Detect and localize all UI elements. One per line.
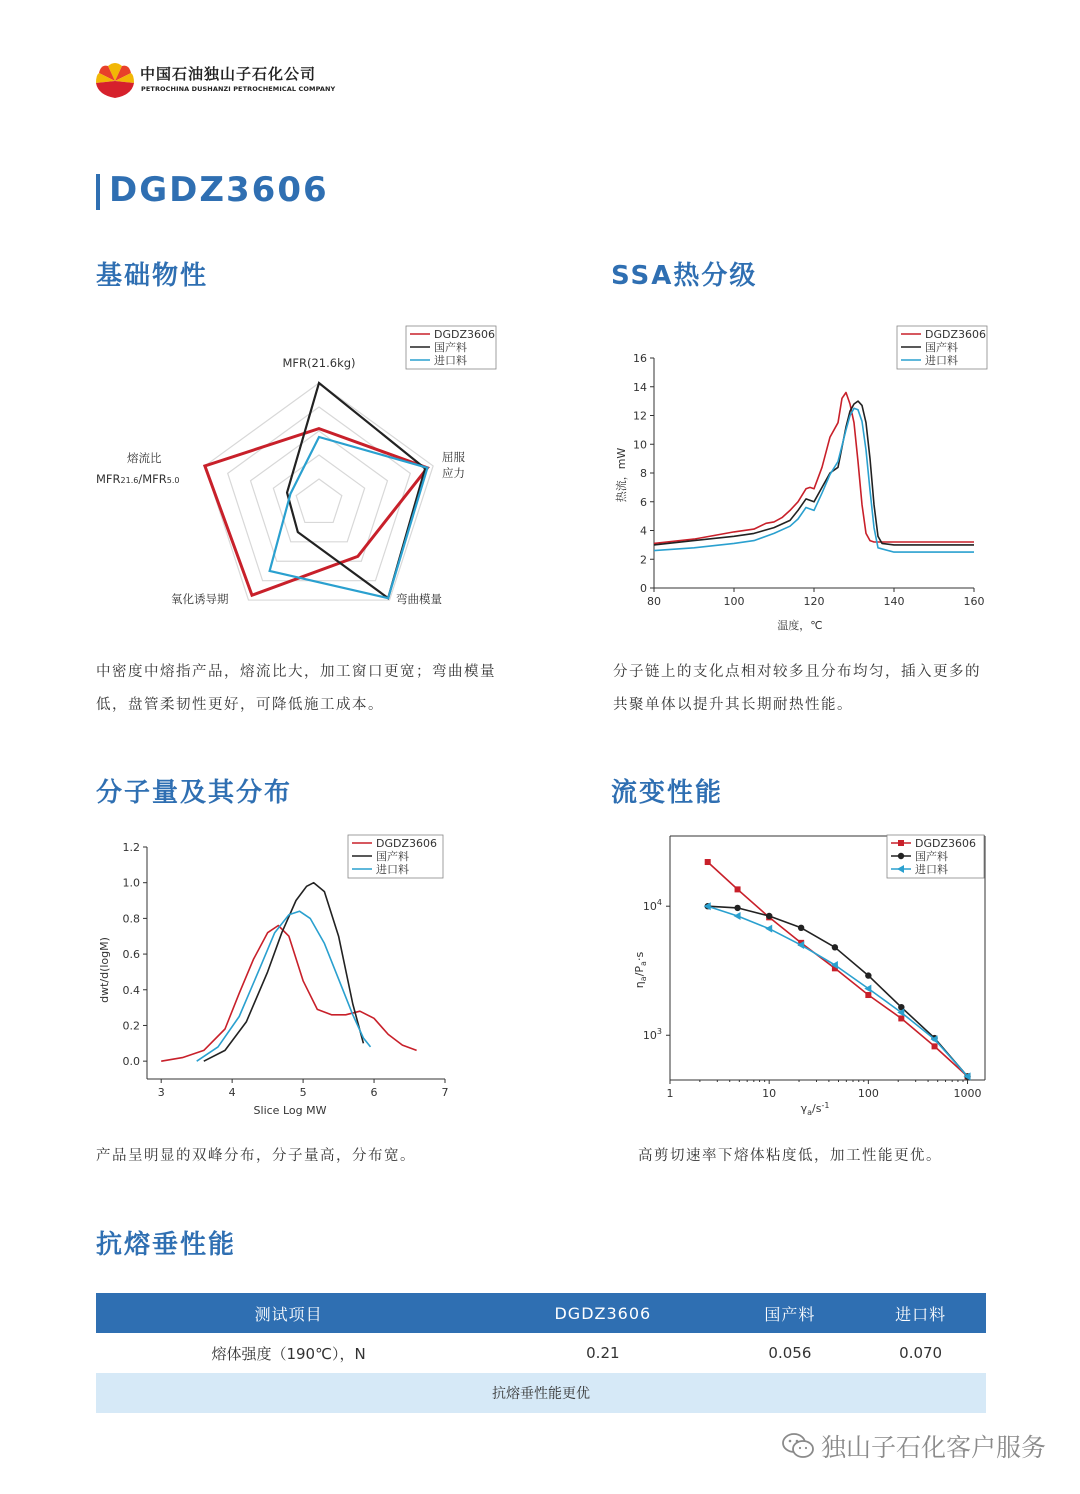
mw-y-tick-label: 1.0: [122, 876, 140, 890]
ssa-y-tick-label: 8: [640, 467, 647, 480]
ssa-chart: [600, 320, 1000, 640]
mw-y-tick-label: 0.4: [122, 983, 140, 997]
radar-axis-label-ratio-2: MFR21.6/MFR5.0: [96, 472, 180, 486]
ssa-y-tick-label: 14: [633, 380, 647, 394]
rheo-xlabel: $\gamma_a/s^{-1}$: [800, 1101, 830, 1117]
radar-legend-label: 国产料: [434, 341, 467, 354]
table-cell-import: 0.070: [899, 1344, 943, 1362]
table-header-import: 进口料: [855, 1293, 986, 1333]
radar-axis-label-flex: 弯曲模量: [396, 592, 442, 606]
mw-y-tick-label: 0.2: [122, 1019, 140, 1033]
mw-description: 产品呈明显的双峰分布，分子量高，分布宽。: [96, 1148, 416, 1164]
rheo-legend: [887, 835, 984, 878]
mw-y-tick-label: 0.8: [122, 912, 140, 926]
rheo-y-tick-label: $10^3$: [642, 1027, 662, 1043]
section-title-rheo: 流变性能: [611, 778, 724, 808]
radar-axis-label-oit: 氧化诱导期: [171, 592, 229, 606]
rheo-chart: [600, 830, 1000, 1130]
ssa-legend-label: DGDZ3606: [925, 328, 986, 341]
ssa-series-1: [654, 401, 974, 545]
wechat-watermark: [781, 1428, 1046, 1464]
radar-series-group: [205, 383, 428, 598]
ssa-y-tick-label: 2: [640, 553, 647, 567]
ssa-y-tick-label: 0: [640, 582, 647, 595]
rheo-point: [832, 944, 838, 950]
radar-axis-label-yield-2: 应力: [442, 466, 465, 480]
ssa-xlabel: 温度，℃: [777, 619, 823, 632]
ssa-x-tick-label: 160: [963, 595, 985, 608]
mw-legend-label: 进口料: [376, 863, 409, 876]
mw-y-tick-label: 1.2: [122, 841, 140, 854]
ssa-ylabel: 热流，mW: [615, 447, 628, 503]
basic-desc-line-1: 中密度中熔指产品，熔流比大，加工窗口更宽；弯曲模量: [96, 664, 496, 680]
ssa-description: [613, 656, 981, 722]
ssa-legend-label: 国产料: [925, 341, 958, 354]
rheo-x-tick-label: 10: [762, 1087, 777, 1100]
section-title-ssa: SSA热分级: [611, 261, 758, 291]
mw-series-1: [204, 883, 364, 1061]
mw-legend-label: 国产料: [376, 850, 409, 863]
page-title: DGDZ3606: [109, 170, 329, 210]
rheo-point: [798, 925, 804, 931]
basic-desc-line-2: 低，盘管柔韧性更好，可降低施工成本。: [96, 697, 384, 713]
watermark-text: 独山子石化客户服务: [820, 1433, 1046, 1462]
mw-xlabel: Slice Log MW: [253, 1104, 327, 1117]
ssa-y-tick-label: 10: [633, 438, 647, 452]
ssa-desc-line-1: 分子链上的支化点相对较多且分布均匀，插入更多的: [613, 664, 981, 680]
rheo-point: [734, 912, 741, 920]
company-name-en: PETROCHINA DUSHANZI PETROCHEMICAL COMPANY: [141, 85, 336, 93]
mw-series-0: [161, 926, 416, 1062]
rheo-description: 高剪切速率下熔体粘度低，加工性能更优。: [638, 1148, 942, 1164]
anti-sag-table: [96, 1293, 986, 1413]
table-note-row: [96, 1373, 986, 1413]
radar-legend: [406, 326, 496, 369]
ssa-y-tick-label: 16: [633, 352, 647, 365]
rheo-point: [705, 859, 711, 865]
radar-grid-ring: [273, 455, 364, 542]
rheo-x-tick-label: 1000: [953, 1087, 982, 1100]
radar-grid-ring: [296, 479, 342, 522]
rheo-legend-label: 国产料: [915, 850, 948, 863]
rheo-ylabel: $\eta_a/P_a\cdot s$: [633, 951, 648, 989]
radar-grid-ring: [205, 383, 433, 600]
radar-axis-label-mfr: MFR(21.6kg): [282, 356, 356, 370]
rheo-x-tick-label: 1: [666, 1087, 674, 1100]
radar-chart: [90, 320, 510, 620]
rheo-point: [734, 905, 740, 911]
mw-series-2: [197, 911, 371, 1061]
ssa-legend-label: 进口料: [925, 354, 958, 367]
rheo-legend-marker: [898, 853, 904, 859]
table-header-dgdz: DGDZ3606: [481, 1293, 724, 1333]
ssa-desc-line-2: 共聚单体以提升其长期耐热性能。: [613, 697, 853, 713]
ssa-y-tick-label: 12: [633, 409, 647, 423]
rheo-y-tick-label: $10^4$: [642, 898, 662, 914]
mw-x-tick-label: 4: [228, 1086, 236, 1099]
rheo-legend-label: DGDZ3606: [915, 837, 976, 850]
section-title-mw: 分子量及其分布: [96, 778, 293, 808]
radar-legend-label: 进口料: [434, 354, 467, 367]
rheo-point: [766, 913, 772, 919]
ssa-plot-area: [633, 352, 985, 608]
ssa-y-tick-label: 6: [640, 495, 647, 509]
ssa-x-tick-label: 140: [883, 595, 905, 608]
petrochina-logo-icon: [94, 58, 136, 100]
rheo-point: [865, 972, 871, 978]
table-header-row: [96, 1293, 986, 1333]
radar-axis-label-yield-1: 屈服: [442, 450, 465, 464]
mw-x-tick-label: 3: [157, 1086, 165, 1099]
rheo-series-1: [708, 906, 968, 1076]
rheo-point: [765, 925, 772, 933]
radar-legend-label: DGDZ3606: [434, 328, 495, 341]
rheo-legend-marker: [898, 840, 904, 846]
mw-x-tick-label: 7: [441, 1086, 449, 1099]
rheo-point: [898, 1015, 904, 1021]
mw-ylabel: dwt/d(logM): [98, 937, 111, 1003]
table-header-domestic: 国产料: [725, 1293, 856, 1333]
table-cell-domestic: 0.056: [768, 1344, 812, 1362]
rheo-x-tick-label: 100: [857, 1087, 879, 1100]
mw-x-tick-label: 6: [370, 1086, 378, 1099]
mw-chart: [90, 830, 490, 1130]
rheo-series-2: [708, 906, 968, 1076]
rheo-point: [865, 992, 871, 998]
ssa-legend: [897, 326, 987, 369]
mw-y-tick-label: 0.6: [122, 948, 140, 962]
rheo-legend-label: 进口料: [915, 863, 948, 876]
mw-x-tick-label: 5: [299, 1086, 307, 1099]
ssa-x-tick-label: 80: [647, 595, 661, 608]
wechat-icon: [781, 1432, 815, 1460]
table-note: 抗熔垂性能更优: [96, 1373, 986, 1413]
ssa-x-tick-label: 100: [723, 595, 745, 608]
ssa-series-2: [654, 408, 974, 552]
table-header-item: 测试项目: [96, 1293, 481, 1333]
title-accent-bar: [96, 174, 100, 210]
ssa-x-tick-label: 120: [803, 595, 825, 608]
mw-plot-area: [123, 841, 449, 1099]
radar-grid: [205, 383, 433, 600]
rheo-point: [932, 1043, 938, 1049]
ssa-y-tick-label: 4: [640, 524, 647, 538]
radar-axis-label-ratio-1: 熔流比: [127, 451, 162, 465]
table-cell-dgdz: 0.21: [586, 1344, 620, 1362]
section-title-sag: 抗熔垂性能: [96, 1230, 237, 1260]
section-title-basic: 基础物性: [96, 261, 209, 291]
table-cell-item: 熔体强度（190℃），N: [211, 1344, 366, 1363]
mw-y-tick-label: 0.0: [122, 1055, 140, 1069]
rheo-point: [735, 886, 741, 892]
mw-legend: [348, 835, 443, 878]
mw-legend-label: DGDZ3606: [376, 837, 437, 850]
company-name-cn: 中国石油独山子石化公司: [140, 65, 317, 83]
basic-description: [96, 656, 496, 722]
ssa-series-0: [654, 393, 974, 544]
table-row: [96, 1333, 986, 1373]
